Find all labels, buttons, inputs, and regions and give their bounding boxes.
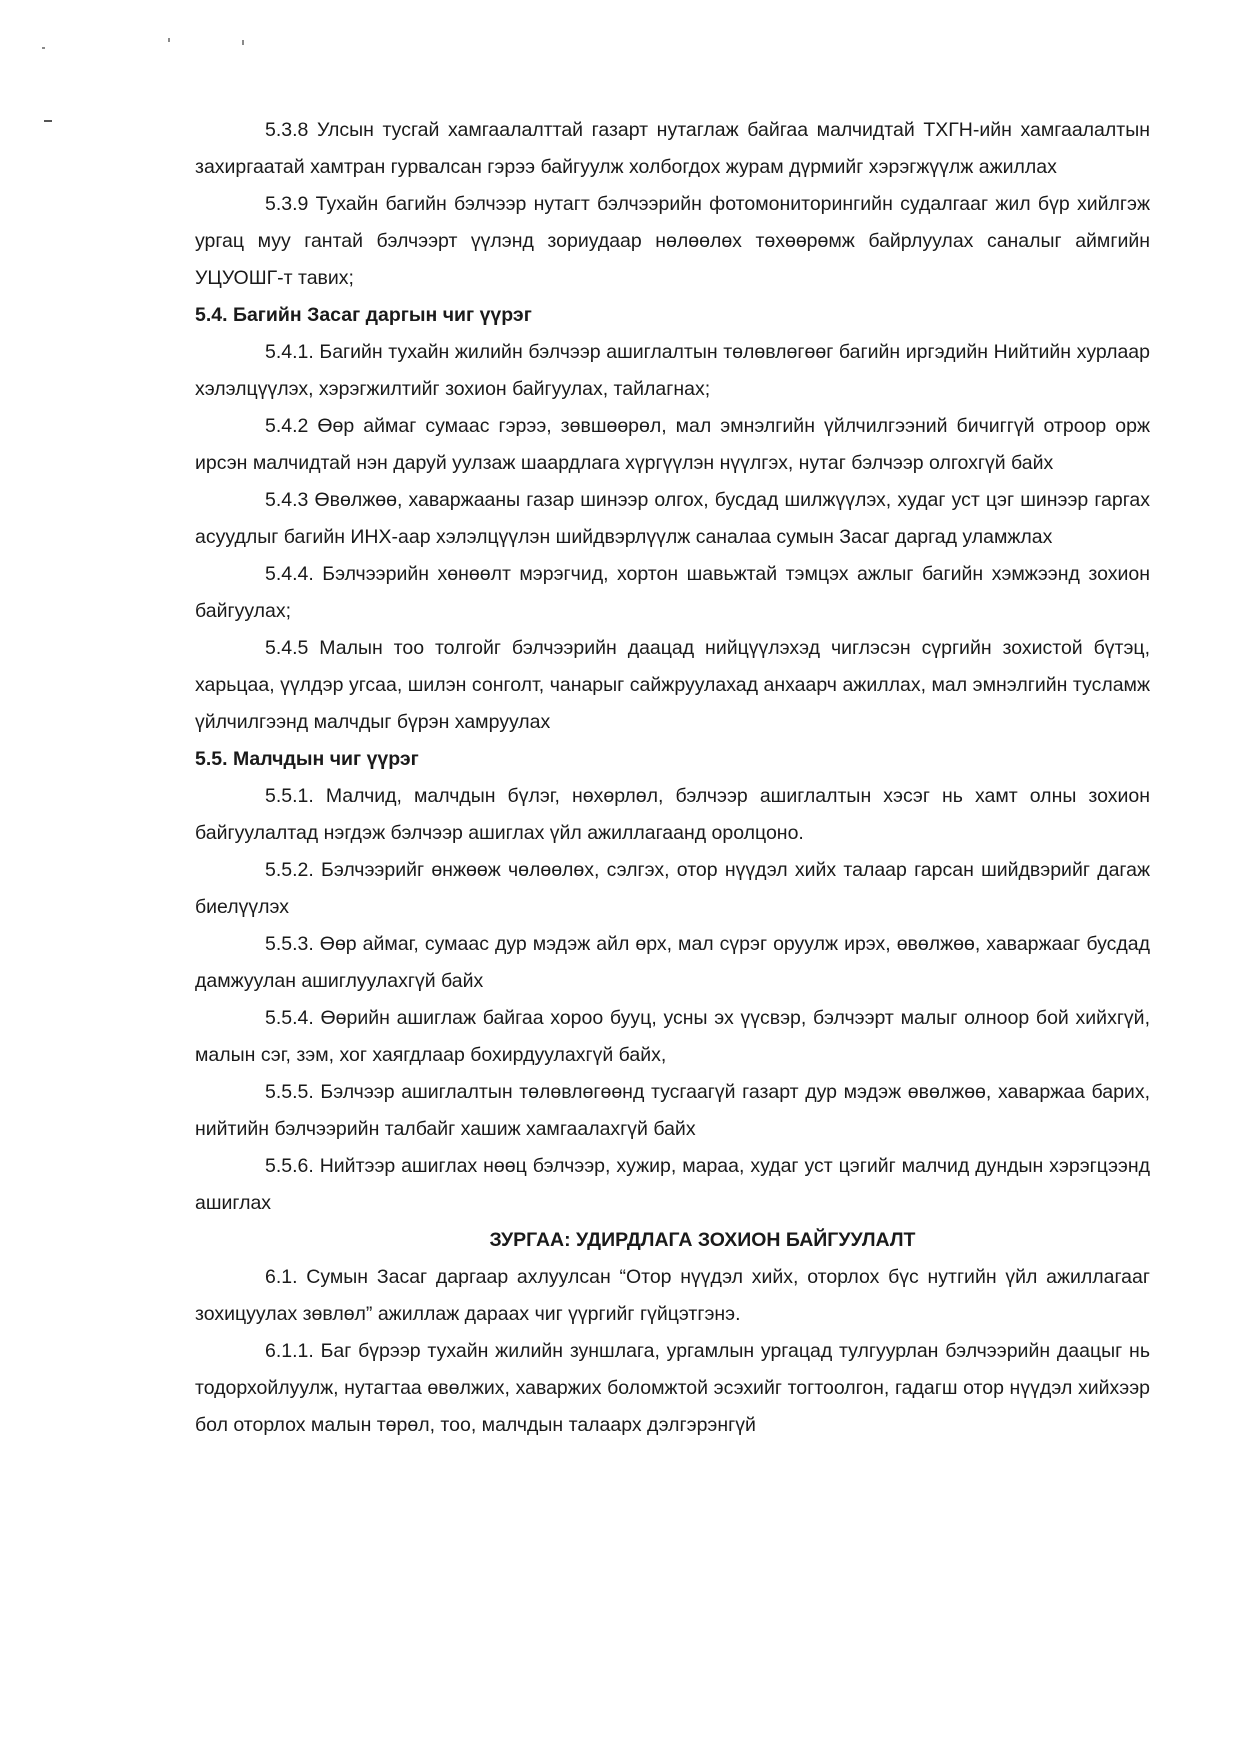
- paragraph-5-4-1: 5.4.1. Багийн тухайн жилийн бэлчээр ашиглалтын төлөвлөгөөг багийн иргэдийн Нийтийн хурлаар хэлэлцүүлэх, хэрэгжилтийг зохион байгуулах, тайлагнах;: [195, 341, 1150, 400]
- paragraph-5-4-2: 5.4.2 Өөр аймаг сумаас гэрээ, зөвшөөрөл, мал эмнэлгийн үйлчилгээний бичиггүй отроор орж ирсэн малчидтай нэн даруй уулзаж шаардлага хүргүүлэн нүүлгэх, нутаг бэлчээр олгохгүй байх: [195, 415, 1150, 474]
- section-title-6: ЗУРГАА: УДИРДЛАГА ЗОХИОН БАЙГУУЛАЛТ: [489, 1229, 916, 1251]
- paragraph-5-5-1: 5.5.1. Малчид, малчдын бүлэг, нөхөрлөл, бэлчээр ашиглалтын хэсэг нь хамт олны зохион байгуулалтад нэгдэж бэлчээр ашиглах үйл ажиллагаанд оролцоно.: [195, 785, 1150, 844]
- heading-5-5: 5.5. Малчдын чиг үүрэг: [195, 748, 419, 770]
- scan-speck: [44, 120, 52, 122]
- scan-speck: [168, 38, 170, 42]
- paragraph-6-1: 6.1. Сумын Засаг даргаар ахлуулсан “Отор нүүдэл хийх, оторлох бүс нутгийн үйл ажиллагааг зохицуулах зөвлөл” ажиллаж дараах чиг үүргийг гүйцэтгэнэ.: [195, 1266, 1150, 1325]
- paragraph-5-4-4: 5.4.4. Бэлчээрийн хөнөөлт мэрэгчид, хортон шавьжтай тэмцэх ажлыг багийн хэмжээнд зохион байгуулах;: [195, 563, 1150, 622]
- paragraph-5-5-5: 5.5.5. Бэлчээр ашиглалтын төлөвлөгөөнд тусгаагүй газарт дур мэдэж өвөлжөө, хаваржаа барих, нийтийн бэлчээрийн талбайг хашиж хамгаалахгүй байх: [195, 1081, 1150, 1140]
- paragraph-5-5-3: 5.5.3. Өөр аймаг, сумаас дур мэдэж айл өрх, мал сүрэг оруулж ирэх, өвөлжөө, хаваржааг бусдад дамжуулан ашиглуулахгүй байх: [195, 933, 1150, 992]
- heading-5-4: 5.4. Багийн Засаг даргын чиг үүрэг: [195, 304, 532, 326]
- paragraph-5-5-6: 5.5.6. Нийтээр ашиглах нөөц бэлчээр, хужир, мараа, худаг уст цэгийг малчид дундын хэрэгцээнд ашиглах: [195, 1155, 1150, 1214]
- paragraph-5-3-8: 5.3.8 Улсын тусгай хамгаалалттай газарт нутаглаж байгаа малчидтай ТХГН-ийн хамгаалалтын захиргаатай хамтран гурвалсан гэрээ байгуулж холбогдох журам дүрмийг хэрэгжүүлж ажиллах: [195, 119, 1150, 178]
- paragraph-5-5-2: 5.5.2. Бэлчээрийг өнжөөж чөлөөлөх, сэлгэх, отор нүүдэл хийх талаар гарсан шийдвэрийг дагаж биелүүлэх: [195, 859, 1150, 918]
- scan-speck: [42, 47, 45, 49]
- paragraph-5-5-4: 5.5.4. Өөрийн ашиглаж байгаа хороо бууц, усны эх үүсвэр, бэлчээрт малыг олноор бой хийхгүй, малын сэг, зэм, хог хаягдлаар бохирдуулахгүй байх,: [195, 1007, 1150, 1066]
- paragraph-5-3-9: 5.3.9 Тухайн багийн бэлчээр нутагт бэлчээрийн фотомониторингийн судалгааг жил бүр хийлгэж ургац муу гантай бэлчээрт үүлэнд зориудаар нөлөөлөх төхөөрөмж байрлуулах саналыг аймгийн УЦУОШГ-т тавих;: [195, 193, 1150, 289]
- document-body: [195, 112, 1150, 1444]
- paragraph-5-4-3: 5.4.3 Өвөлжөө, хаваржааны газар шинээр олгох, бусдад шилжүүлэх, худаг уст цэг шинээр гаргах асуудлыг багийн ИНХ-аар хэлэлцүүлэн шийдвэрлүүлж саналаа сумын Засаг даргад уламжлах: [195, 489, 1150, 548]
- scan-speck: [242, 40, 244, 45]
- paragraph-5-4-5: 5.4.5 Малын тоо толгойг бэлчээрийн даацад нийцүүлэхэд чиглэсэн сүргийн зохистой бүтэц, харьцаа, үүлдэр угсаа, шилэн сонголт, чанарыг сайжруулахад анхаарч ажиллах, мал эмнэлгийн тусламж үйлчилгээнд малчдыг бүрэн хамруулах: [195, 637, 1150, 733]
- paragraph-6-1-1: 6.1.1. Баг бүрээр тухайн жилийн зуншлага, ургамлын ургацад тулгуурлан бэлчээрийн даацыг нь тодорхойлуулж, нутагтаа өвөлжих, хаваржих боломжтой эсэхийг тогтоолгон, гадагш отор нүүдэл хийхээр бол оторлох малын төрөл, тоо, малчдын талаарх дэлгэрэнгүй: [195, 1340, 1150, 1436]
